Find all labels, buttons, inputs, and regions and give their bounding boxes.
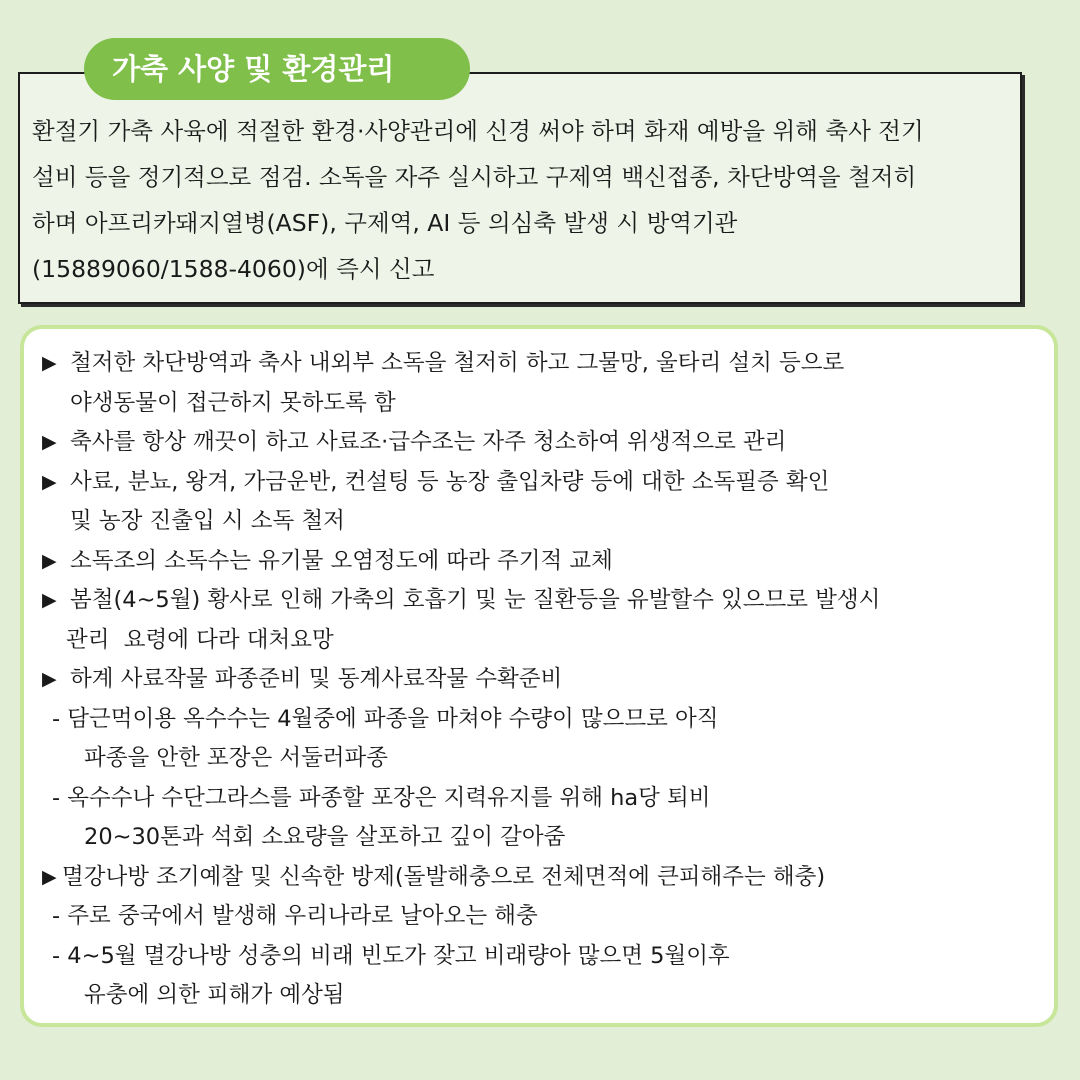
notice-line: (15889060/1588-4060)에 즉시 신고 xyxy=(32,255,435,283)
list-item xyxy=(42,463,1032,503)
list-item xyxy=(42,660,1032,700)
notice-line: 하며 아프리카돼지열병(ASF), 구제역, AI 등 의심축 발생 시 방역기관 xyxy=(32,209,738,237)
list-item-text: 사료, 분뇨, 왕겨, 가금운반, 컨설팅 등 농장 출입차량 등에 대한 소독필증 확인 xyxy=(70,468,830,495)
bullet-arrow-icon: ▶ xyxy=(42,865,57,888)
list-item-text: 하계 사료작물 파종준비 및 동계사료작물 수확준비 xyxy=(70,666,563,692)
list-item xyxy=(42,581,1032,621)
list-item xyxy=(42,858,1032,898)
list-item xyxy=(42,542,1032,582)
sub-item-continuation: 20~30톤과 석회 소요량을 살포하고 깊이 갈아줌 xyxy=(84,824,566,850)
tips-box xyxy=(20,325,1058,1027)
sub-item: - 4~5월 멸강나방 성충의 비래 빈도가 잦고 비래량아 많으면 5월이후 xyxy=(52,942,730,969)
list-item xyxy=(42,344,1032,384)
list-item-text: 철저한 차단방역과 축사 내외부 소독을 철저히 하고 그물망, 울타리 설치 등으로 xyxy=(70,350,845,376)
tips-list xyxy=(42,344,1032,1016)
list-item-continuation: 관리 요령에 다라 대처요망 xyxy=(66,626,334,653)
bullet-arrow-icon: ▶ xyxy=(42,470,57,493)
sub-item: - 주로 중국에서 발생해 우리나라로 날아오는 해충 xyxy=(52,903,538,929)
notice-box xyxy=(18,72,1022,304)
list-item-text: 멸강나방 조기예찰 및 신속한 방제(돌발해충으로 전체면적에 큰피해주는 해충) xyxy=(62,863,826,890)
sub-item: - 옥수수나 수단그라스를 파종할 포장은 지력유지를 위해 ha당 퇴비 xyxy=(52,784,711,811)
list-item-text: 축사를 항상 깨끗이 하고 사료조·급수조는 자주 청소하여 위생적으로 관리 xyxy=(70,429,787,455)
section-title: 가축 사양 및 환경관리 xyxy=(84,38,470,100)
list-item xyxy=(42,423,1032,463)
bullet-arrow-icon: ▶ xyxy=(42,549,57,572)
notice-line: 설비 등을 정기적으로 점검. 소독을 자주 실시하고 구제역 백신접종, 차단방역을 철저히 xyxy=(32,163,917,191)
notice-text xyxy=(32,108,1012,292)
bullet-arrow-icon: ▶ xyxy=(42,352,57,374)
list-item-text: 소독조의 소독수는 유기물 오염정도에 따라 주기적 교체 xyxy=(70,547,613,574)
notice-line: 환절기 가축 사육에 적절한 환경·사양관리에 신경 써야 하며 화재 예방을 위해 축사 전기 xyxy=(32,117,924,145)
sub-item: - 담근먹이용 옥수수는 4월중에 파종을 마쳐야 수량이 많으므로 아직 xyxy=(52,705,719,732)
sub-item-continuation: 유충에 의한 피해가 예상됨 xyxy=(84,982,345,1008)
sub-item-continuation: 파종을 안한 포장은 서둘러파종 xyxy=(84,745,389,771)
bullet-arrow-icon: ▶ xyxy=(42,431,57,453)
list-item-continuation: 야생동물이 접근하지 못하도록 함 xyxy=(70,389,396,416)
bullet-arrow-icon: ▶ xyxy=(42,668,57,690)
list-item-continuation: 및 농장 진출입 시 소독 철저 xyxy=(70,508,345,534)
bullet-arrow-icon: ▶ xyxy=(42,589,57,611)
list-item-text: 봄철(4~5월) 황사로 인해 가축의 호흡기 및 눈 질환등을 유발할수 있으므로 발생시 xyxy=(70,587,881,613)
